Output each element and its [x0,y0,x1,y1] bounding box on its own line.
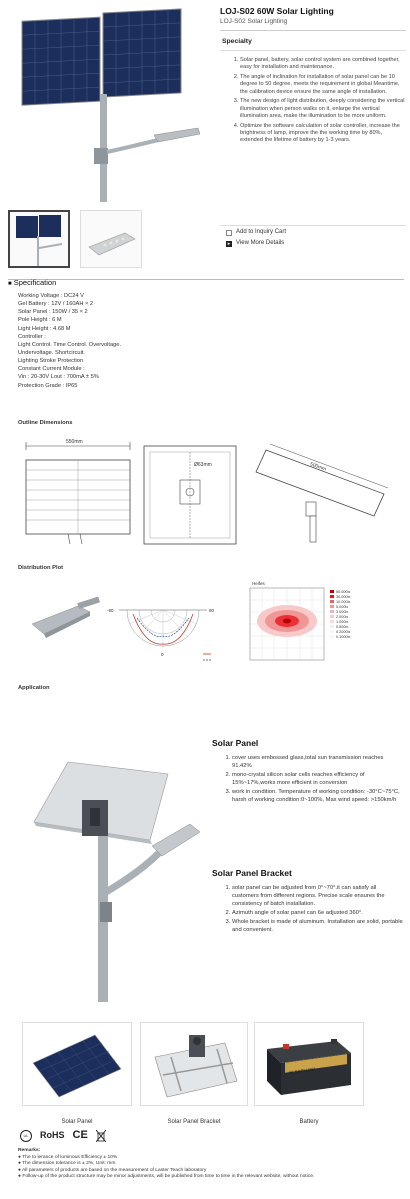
caption-solar-panel: Solar Panel [61,1119,93,1125]
specification-heading: ■ Specification [8,278,57,287]
battery-label: SLSAPLUSB [289,1066,316,1076]
svg-text:3.000lx: 3.000lx [336,610,349,614]
arrow-icon: ▸ [227,240,231,247]
spec-line: Lighting Stroke Protection [18,358,84,365]
solar-panel-heading: Solar Panel [212,738,259,748]
svg-text:0.2000lx: 0.2000lx [336,630,351,634]
caption-battery: Battery [299,1119,319,1125]
iso-top-label: Heifes [252,581,265,586]
outline-drawings [18,436,408,554]
spec-line: Gel Battery : 12V / 160AH × 2 [18,301,94,308]
spec-line: Solar Panel : 150W / 35 × 2 [18,309,88,316]
bracket-heading: Solar Panel Bracket [212,868,292,878]
svg-text:0.1000lx: 0.1000lx [336,635,351,639]
remark-line: ● The dimension tolerance is ± 2%, Unit: mm [18,1161,116,1167]
certifications-row [20,1128,106,1144]
distribution-plots [18,580,408,672]
list-item: 1. cover uses embossed glass,total sun transmission reaches 91.42% [232,755,403,771]
specialty-heading: Specialty [222,38,252,45]
svg-text:30.000lx: 30.000lx [336,595,351,599]
polar-right-label: 90 [209,608,215,613]
list-item: 2. mono-crystal silicon solar cells reaches efficiency of 15%~17%,works more efficient in conversion [232,772,403,788]
distribution-heading: Distribution Plot [18,565,64,571]
spec-line: Constant Current Module : [18,366,85,373]
outline-heading: Outline Dimensions [18,420,73,426]
checkbox-icon[interactable] [226,230,232,236]
spec-line: Working Voltage : DC24 V [18,293,84,299]
hole-dimension: Ø63mm [194,462,212,468]
thumbnail-lamp-head[interactable] [80,210,142,268]
remark-line: ● Follow-up of the product structure may be minor adjustments, will be published from time to time in the relevant website, without notice. [18,1174,315,1180]
caption-bracket: Solar Panel Bracket [167,1119,221,1125]
spec-line: Light Control. Time Control. Overvoltage. [18,341,122,348]
view-more-label: View More Details [236,240,285,246]
rohs-logo: RoHS [40,1130,65,1141]
spec-line: Controller : [18,333,46,340]
actions-divider [220,225,406,226]
list-item: 2. Azimuth angle of solar panel can 6e adjusted 360°. [232,910,403,918]
product-subtitle: LOJ-S02 Solar Lighting [220,18,288,25]
weee-bin-icon [96,1130,106,1142]
header-divider [220,30,406,31]
application-image [20,752,210,1002]
svg-text:1.000lx: 1.000lx [336,620,349,624]
list-item: 3. The new design of light distribution, deeply considering the vertical illumination when person walks on it, enlarge the vertical illumination area, make the illumination to be more uniform. [240,98,406,120]
spec-line: Pole Height : 6 M [18,317,62,324]
list-item: 3. Whole bracket is made of aluminum. Installation are solid, portable and convenient. [232,919,403,935]
bracket-list [228,885,403,936]
svg-text:5.000lx: 5.000lx [336,605,349,609]
view-more-link[interactable] [226,240,284,248]
spec-line: Undervoltage. Shortcircuit. [18,349,86,356]
polar-left-label: -90 [107,608,114,613]
svg-text:0.500lx: 0.500lx [336,625,349,629]
width-dimension: 550mm [66,439,83,445]
ul-mark-icon: UL [20,1130,32,1142]
component-battery-image [254,1022,364,1106]
length-dimension: 500mm [309,461,327,473]
ce-logo: CE [72,1129,88,1142]
section-divider [8,279,404,280]
specification-list [18,292,218,390]
thumbnail-solar-light[interactable] [8,210,70,268]
remark-line: ● The to lerance of luminous Efficiency ± 10% [18,1154,118,1160]
list-item: 1. solar panel can be adjusted from 0°~70°.it can satisfy all customers from different regions. Precise scale ensures the consistency of batch installation. [232,885,403,909]
spec-line: Light Height : 4.68 M [18,325,71,332]
remarks-block [18,1148,404,1181]
component-solar-panel-image [22,1022,132,1106]
remarks-heading: Remarks: [18,1148,41,1153]
remark-line: ● All parameters of products are based on the measurement of Laster Teach laboratory [18,1167,207,1173]
application-heading: Application [18,685,50,691]
solar-panel-list [228,755,403,806]
spec-line: Protection Grade : IP65 [18,382,78,389]
product-main-image [8,0,208,202]
add-inquiry-link[interactable] [226,229,286,237]
svg-text:50.000lx: 50.000lx [336,590,351,594]
bullet-icon: ■ [8,281,12,287]
spec-line: Vin : 20-30V Lout : 700mA ± 5% [18,374,99,381]
list-item: 1. Solar panel, battery, solar control system are combined together, easy for installation and maintenance. [240,57,406,72]
polar-bottom-label: 0 [161,652,164,657]
list-item: 3. work in condition. Temperature of working condition: -30°C~75°C, harsh of working condition:0~100%, Max wind speed: >150km/h [232,789,403,805]
add-inquiry-label: Add to Inquiry Cart [236,229,287,235]
specialty-list [240,57,406,147]
svg-text:10.000lx: 10.000lx [336,600,351,604]
list-item: 4. Optimize the software calculation of solar controller, increase the brightness of lamp, improve the the working time by 80%, extended the lifetime of battery by 1-3 years. [240,123,406,145]
product-title: LOJ-S02 60W Solar Lighting [220,6,334,16]
list-item: 2. The angle of inclination for installation of solar panel can be 10 degree to 50 degree, meets the requirement in global Meantime, the calibration device ensure the same angle of installation. [240,74,406,96]
svg-text:2.000lx: 2.000lx [336,615,349,619]
specialty-divider [220,50,406,51]
iso-legend [330,590,350,639]
component-bracket-image [140,1022,248,1106]
